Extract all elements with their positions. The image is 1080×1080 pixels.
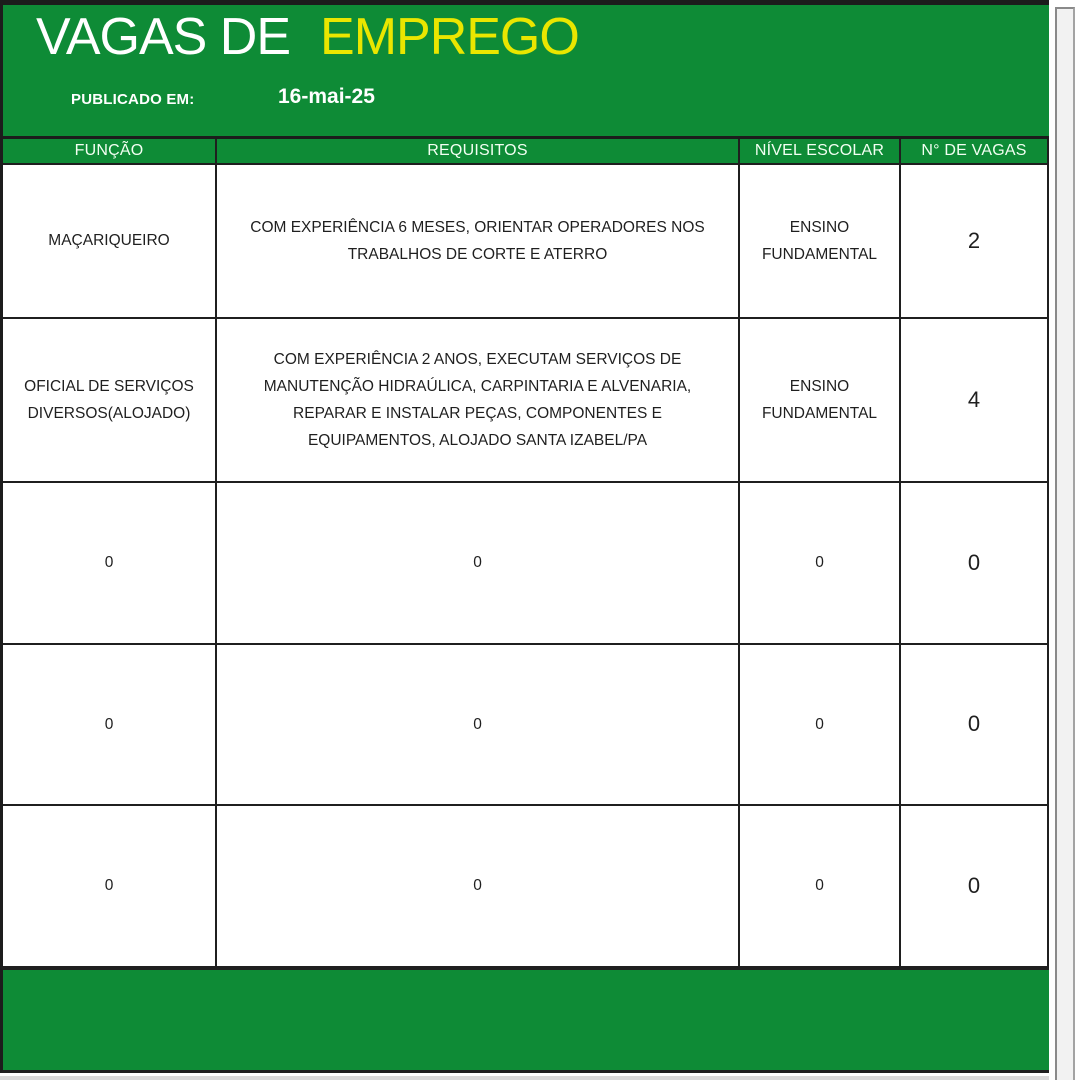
page-title: [36, 7, 579, 67]
footer-band: [0, 967, 1049, 1073]
table-row-2-funcao: OFICIAL DE SERVIÇOS DIVERSOS(ALOJADO): [3, 319, 217, 483]
table-row-4-funcao: 0: [3, 645, 217, 806]
table-row-4-requisitos: 0: [217, 645, 740, 806]
table-row-3-vagas: 0: [901, 483, 1049, 645]
banner: [0, 0, 1049, 139]
table-row-2-nivel-escolar: ENSINO FUNDAMENTAL: [740, 319, 901, 483]
published-date: 16-mai-25: [278, 85, 375, 108]
table-row-2-requisitos: COM EXPERIÊNCIA 2 ANOS, EXECUTAM SERVIÇOS DE MANUTENÇÃO HIDRAÚLICA, CARPINTARIA E ALVENARIA, REPARAR E INSTALAR PEÇAS, COMPONENTES E EQUIPAMENTOS, ALOJADO SANTA IZABEL/PA: [217, 319, 740, 483]
column-header-funcao: FUNÇÃO: [3, 139, 217, 165]
vacancies-table: [0, 139, 1049, 968]
table-row-4-nivel-escolar: 0: [740, 645, 901, 806]
title-yellow-text: EMPREGO: [320, 8, 579, 66]
table-row-1-requisitos: COM EXPERIÊNCIA 6 MESES, ORIENTAR OPERADORES NOS TRABALHOS DE CORTE E ATERRO: [217, 165, 740, 319]
scrollbar-track[interactable]: [1055, 7, 1075, 1080]
table-row-2-vagas: 4: [901, 319, 1049, 483]
table-row-3-nivel-escolar: 0: [740, 483, 901, 645]
table-row-5-funcao: 0: [3, 806, 217, 968]
window-right-edge: [1049, 0, 1080, 1080]
table-row-4-vagas: 0: [901, 645, 1049, 806]
table-row-1-funcao: MAÇARIQUEIRO: [3, 165, 217, 319]
column-header-n-de-vagas: N° DE VAGAS: [901, 139, 1049, 165]
table-row-1-nivel-escolar: ENSINO FUNDAMENTAL: [740, 165, 901, 319]
table-row-5-nivel-escolar: 0: [740, 806, 901, 968]
table-row-5-requisitos: 0: [217, 806, 740, 968]
column-header-requisitos: REQUISITOS: [217, 139, 740, 165]
published-label: PUBLICADO EM:: [71, 91, 195, 108]
column-header-nivel-escolar: NÍVEL ESCOLAR: [740, 139, 901, 165]
bottom-edge: [0, 1076, 1049, 1080]
table-row-5-vagas: 0: [901, 806, 1049, 968]
table-row-1-vagas: 2: [901, 165, 1049, 319]
table-row-3-requisitos: 0: [217, 483, 740, 645]
title-white-text: VAGAS DE: [36, 8, 291, 66]
table-row-3-funcao: 0: [3, 483, 217, 645]
